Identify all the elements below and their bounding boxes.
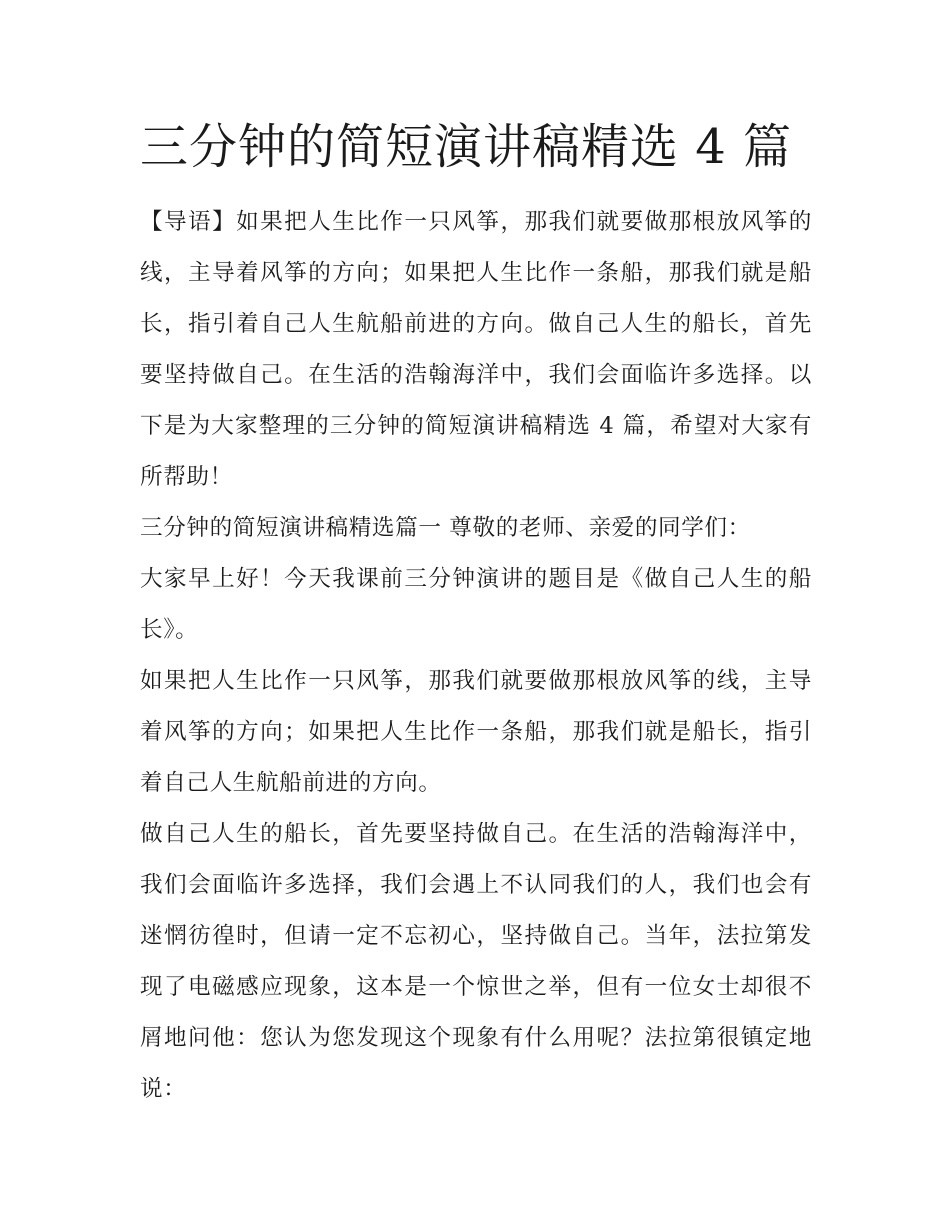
intro-paragraph: 【导语】如果把人生比作一只风筝，那我们就要做那根放风筝的线，主导着风筝的方向；如果把人生比作一条船，那我们就是船长，指引着自己人生航船前进的方向。做自己人生的船长，首先要坚持做自己。在生活的浩翰海洋中，我们会面临许多选择。以下是为大家整理的三分钟的简短演讲稿精选 4 篇，希望对大家有所帮助！ (140, 209, 812, 490)
metaphor-paragraph: 如果把人生比作一只风筝，那我们就要做那根放风筝的线，主导着风筝的方向；如果把人生比作一条船，那我们就是船长，指引着自己人生航船前进的方向。 (140, 668, 812, 796)
document-body (140, 197, 812, 1115)
story-paragraph: 做自己人生的船长，首先要坚持做自己。在生活的浩翰海洋中，我们会面临许多选择，我们会遇上不认同我们的人，我们也会有迷惘彷徨时，但请一定不忘初心，坚持做自己。当年，法拉第发现了电磁感应现象，这本是一个惊世之举，但有一位女士却很不屑地问他：您认为您发现这个现象有什么用呢？法拉第很镇定地说： (140, 821, 812, 1102)
document-title: 三分钟的简短演讲稿精选 4 篇 (140, 119, 793, 175)
greeting-paragraph: 大家早上好！今天我课前三分钟演讲的题目是《做自己人生的船长》。 (140, 566, 812, 643)
section-heading-paragraph: 三分钟的简短演讲稿精选篇一 尊敬的老师、亲爱的同学们： (140, 515, 751, 541)
